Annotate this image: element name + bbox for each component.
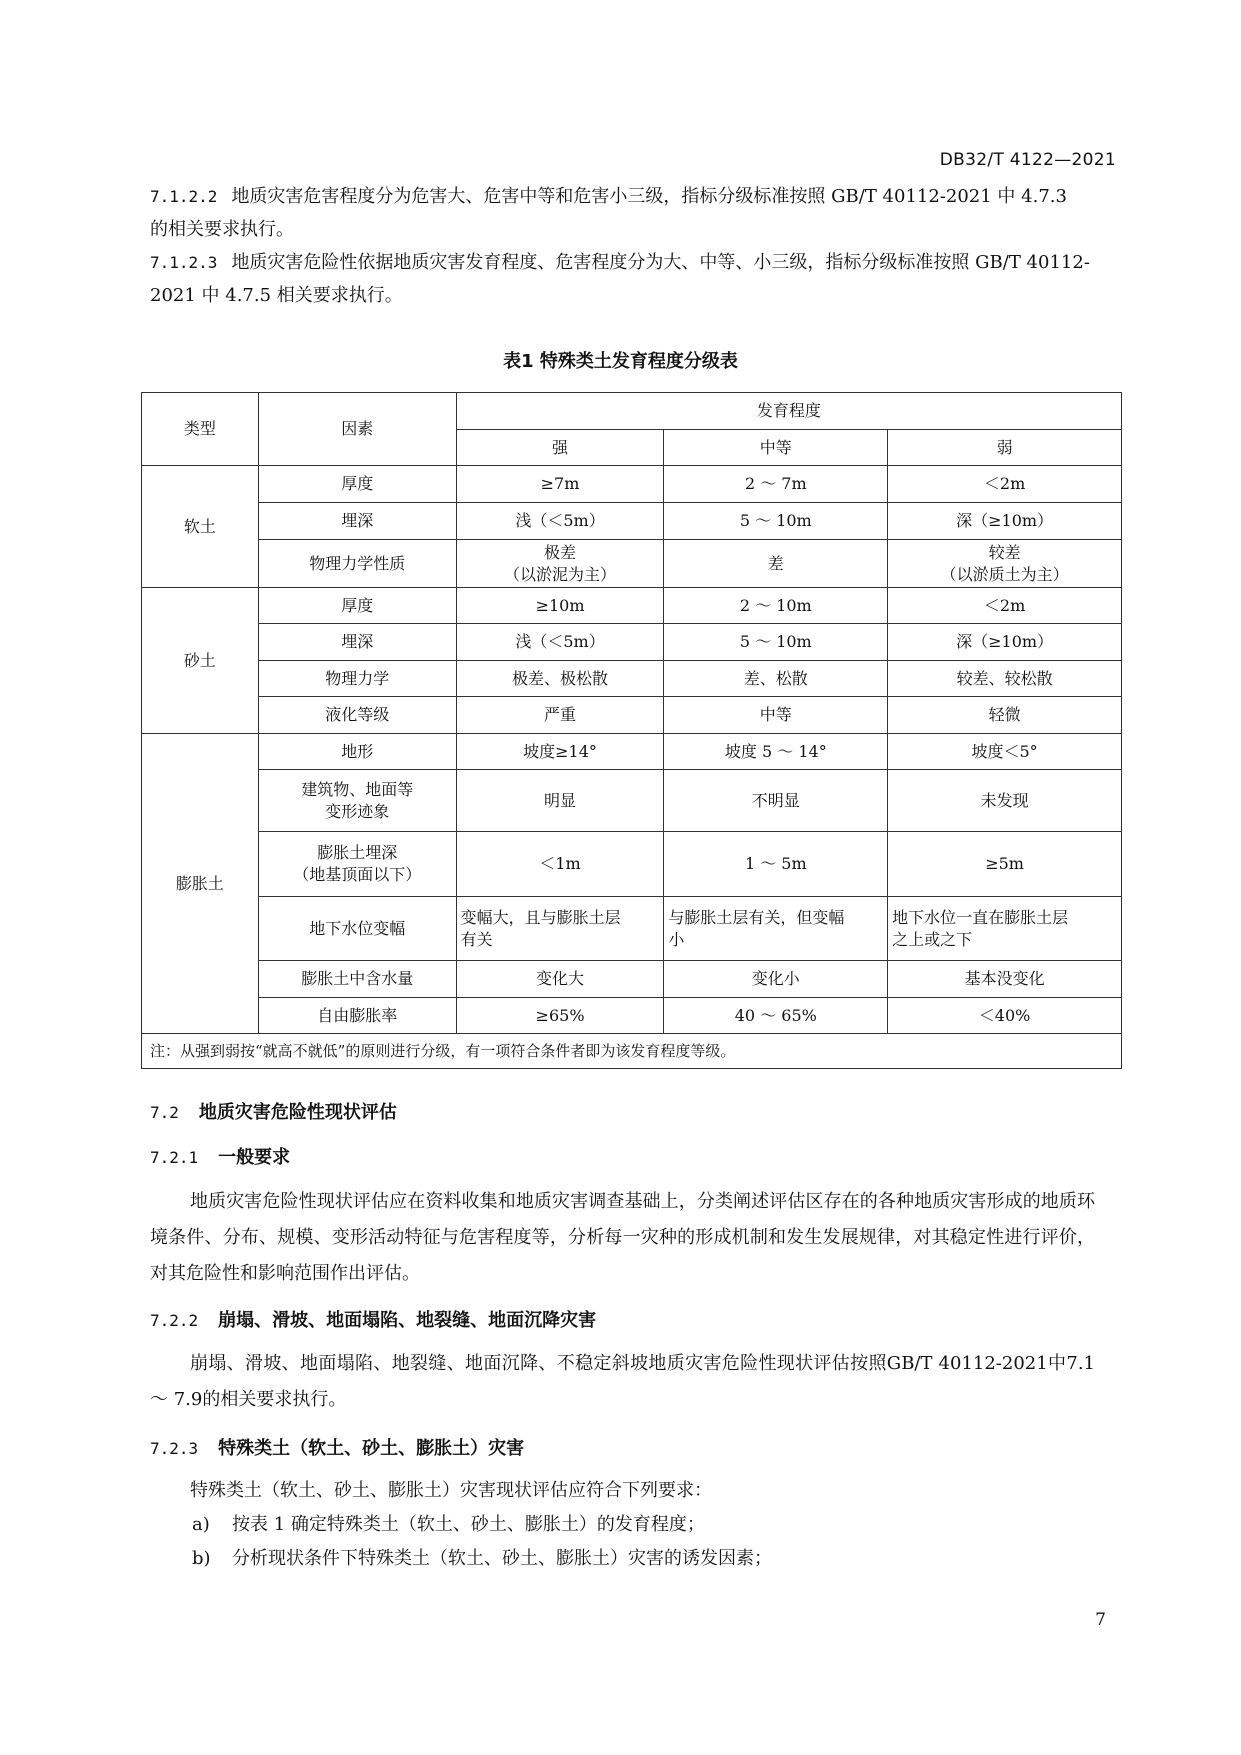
list-text: 按表 1 确定特殊类土（软土、砂土、膨胀土）的发育程度； bbox=[232, 1514, 705, 1535]
cell-line: 小 bbox=[668, 929, 685, 949]
weak-cell: 较差、较松散 bbox=[888, 661, 1122, 697]
strong-cell: 极差、极松散 bbox=[456, 661, 664, 697]
medium-cell: 差 bbox=[664, 540, 888, 588]
factor-cell: 液化等级 bbox=[258, 697, 456, 734]
cell-line: （以淤质土为主） bbox=[940, 564, 1069, 584]
clause-text: 地质灾害危害程度分为危害大、危害中等和危害小三级，指标分级标准按照 GB/T 40112-2021 中 4.7.3 的相关要求执行。 bbox=[150, 186, 1067, 240]
section-7-2-1-body: 地质灾害危险性现状评估应在资料收集和地质灾害调查基础上，分类阐述评估区存在的各种地质灾害形成的地质环境条件、分布、规模、变形活动特征与危害程度等，分析每一灾种的形成机制和发生发展规律，对其稳定性进行评价，对其危险性和影响范围作出评估。 bbox=[150, 1191, 1095, 1284]
table-row bbox=[142, 661, 1122, 697]
strong-cell: ≥65% bbox=[456, 998, 664, 1034]
table-row bbox=[142, 832, 1122, 897]
strong-cell bbox=[456, 897, 664, 961]
table-row bbox=[142, 961, 1122, 998]
header-weak: 弱 bbox=[888, 430, 1122, 466]
medium-cell: 5 ～ 10m bbox=[664, 624, 888, 661]
medium-cell: 坡度 5 ～ 14° bbox=[664, 734, 888, 770]
cell-line: （地基顶面以下） bbox=[293, 865, 422, 884]
factor-cell: 地下水位变幅 bbox=[258, 897, 456, 961]
cell-line: 建筑物、地面等 bbox=[301, 779, 414, 799]
header-factor: 因素 bbox=[258, 393, 456, 466]
table-note: 注：从强到弱按“就高不就低”的原则进行分级，有一项符合条件者即为该发育程度等级。 bbox=[142, 1034, 1122, 1069]
cell-line: 极差 bbox=[544, 542, 577, 562]
classification-table bbox=[141, 392, 1122, 1069]
header-degree: 发育程度 bbox=[456, 393, 1121, 430]
medium-cell: 不明显 bbox=[664, 770, 888, 832]
heading-title: 特殊类土（软土、砂土、膨胀土）灾害 bbox=[218, 1438, 525, 1459]
strong-cell bbox=[456, 540, 664, 588]
cell-line: 较差 bbox=[988, 542, 1021, 562]
table-row bbox=[142, 734, 1122, 770]
section-7-2-2-body: 崩塌、滑坡、地面塌陷、地裂缝、地面沉降、不稳定斜坡地质灾害危险性现状评估按照GB/T 40112-2021中7.1 ～ 7.9的相关要求执行。 bbox=[150, 1353, 1095, 1410]
strong-cell: ≥10m bbox=[456, 588, 664, 624]
table-row bbox=[142, 998, 1122, 1034]
weak-cell: 轻微 bbox=[888, 697, 1122, 734]
list-item bbox=[192, 1509, 705, 1541]
heading-title: 一般要求 bbox=[218, 1147, 291, 1168]
cell-line: 地下水位一直在膨胀土层 bbox=[892, 907, 1069, 927]
strong-cell: 浅（＜5m） bbox=[456, 503, 664, 540]
clause-number: 7.1.2.2 bbox=[150, 187, 218, 206]
factor-cell: 埋深 bbox=[258, 503, 456, 540]
table-title: 表1 特殊类土发育程度分级表 bbox=[503, 351, 738, 372]
table-row bbox=[142, 466, 1122, 503]
weak-cell bbox=[888, 540, 1122, 588]
type-cell: 软土 bbox=[142, 466, 259, 588]
cell-line: 之上或之下 bbox=[892, 929, 973, 949]
cell-line: 与膨胀土层有关，但变幅 bbox=[668, 907, 845, 927]
medium-cell: 差、松散 bbox=[664, 661, 888, 697]
heading-7-2 bbox=[150, 1098, 397, 1124]
weak-cell: 深（≥10m） bbox=[888, 624, 1122, 661]
clause-7-1-2-3 bbox=[150, 246, 1090, 312]
heading-title: 地质灾害危险性现状评估 bbox=[198, 1102, 397, 1123]
weak-cell: ＜40% bbox=[888, 998, 1122, 1034]
table-note-row bbox=[142, 1034, 1122, 1069]
page-number: 7 bbox=[1095, 1610, 1106, 1630]
heading-number: 7.2.1 bbox=[150, 1148, 199, 1167]
header-type: 类型 bbox=[142, 393, 259, 466]
medium-cell: 变化小 bbox=[664, 961, 888, 998]
strong-cell: 严重 bbox=[456, 697, 664, 734]
heading-title: 崩塌、滑坡、地面塌陷、地裂缝、地面沉降灾害 bbox=[218, 1310, 597, 1331]
type-cell: 膨胀土 bbox=[142, 734, 259, 1034]
factor-cell: 物理力学 bbox=[258, 661, 456, 697]
list-text: 分析现状条件下特殊类土（软土、砂土、膨胀土）灾害的诱发因素； bbox=[232, 1548, 772, 1569]
table-row bbox=[142, 588, 1122, 624]
table-row bbox=[142, 503, 1122, 540]
medium-cell: 1 ～ 5m bbox=[664, 832, 888, 897]
weak-cell bbox=[888, 897, 1122, 961]
strong-cell: 坡度≥14° bbox=[456, 734, 664, 770]
medium-cell bbox=[664, 897, 888, 961]
factor-cell: 膨胀土中含水量 bbox=[258, 961, 456, 998]
table-row bbox=[142, 697, 1122, 734]
clause-number: 7.1.2.3 bbox=[150, 253, 218, 272]
factor-cell: 厚度 bbox=[258, 588, 456, 624]
medium-cell: 40 ～ 65% bbox=[664, 998, 888, 1034]
factor-cell: 自由膨胀率 bbox=[258, 998, 456, 1034]
list-marker: b) bbox=[192, 1548, 211, 1569]
heading-7-2-3 bbox=[150, 1434, 524, 1460]
table-row bbox=[142, 624, 1122, 661]
header-strong: 强 bbox=[456, 430, 664, 466]
weak-cell: 基本没变化 bbox=[888, 961, 1122, 998]
heading-7-2-1 bbox=[150, 1143, 290, 1169]
document-id: DB32/T 4122—2021 bbox=[939, 150, 1116, 170]
header-medium: 中等 bbox=[664, 430, 888, 466]
weak-cell: 坡度＜5° bbox=[888, 734, 1122, 770]
type-cell: 砂土 bbox=[142, 588, 259, 734]
heading-number: 7.2.3 bbox=[150, 1439, 199, 1458]
clause-text: 地质灾害危险性依据地质灾害发育程度、危害程度分为大、中等、小三级，指标分级标准按照 GB/T 40112-2021 中 4.7.5 相关要求执行。 bbox=[150, 252, 1090, 306]
weak-cell: ≥5m bbox=[888, 832, 1122, 897]
factor-cell: 地形 bbox=[258, 734, 456, 770]
strong-cell: ＜1m bbox=[456, 832, 664, 897]
medium-cell: 2 ～ 7m bbox=[664, 466, 888, 503]
clause-7-1-2-2 bbox=[150, 180, 1090, 246]
table-row bbox=[142, 770, 1122, 832]
strong-cell: ≥7m bbox=[456, 466, 664, 503]
table-row bbox=[142, 540, 1122, 588]
cell-line: 膨胀土埋深 bbox=[317, 843, 398, 862]
strong-cell: 明显 bbox=[456, 770, 664, 832]
table-row bbox=[142, 897, 1122, 961]
factor-cell: 物理力学性质 bbox=[258, 540, 456, 588]
weak-cell: 未发现 bbox=[888, 770, 1122, 832]
weak-cell: ＜2m bbox=[888, 466, 1122, 503]
list-marker: a) bbox=[192, 1514, 210, 1535]
weak-cell: ＜2m bbox=[888, 588, 1122, 624]
strong-cell: 浅（＜5m） bbox=[456, 624, 664, 661]
cell-line: 变幅大，且与膨胀土层 bbox=[460, 907, 621, 927]
factor-cell: 埋深 bbox=[258, 624, 456, 661]
medium-cell: 中等 bbox=[664, 697, 888, 734]
cell-line: 变形迹象 bbox=[325, 801, 390, 821]
list-item bbox=[192, 1543, 772, 1575]
heading-7-2-2 bbox=[150, 1306, 596, 1332]
factor-cell: 厚度 bbox=[258, 466, 456, 503]
section-7-2-3-body: 特殊类土（软土、砂土、膨胀土）灾害现状评估应符合下列要求： bbox=[190, 1480, 712, 1501]
weak-cell: 深（≥10m） bbox=[888, 503, 1122, 540]
factor-cell bbox=[258, 770, 456, 832]
cell-line: 有关 bbox=[460, 929, 493, 949]
cell-line: （以淤泥为主） bbox=[504, 564, 617, 584]
medium-cell: 2 ～ 10m bbox=[664, 588, 888, 624]
factor-cell bbox=[258, 832, 456, 897]
strong-cell: 变化大 bbox=[456, 961, 664, 998]
heading-number: 7.2 bbox=[150, 1103, 179, 1122]
medium-cell: 5 ～ 10m bbox=[664, 503, 888, 540]
heading-number: 7.2.2 bbox=[150, 1311, 199, 1330]
